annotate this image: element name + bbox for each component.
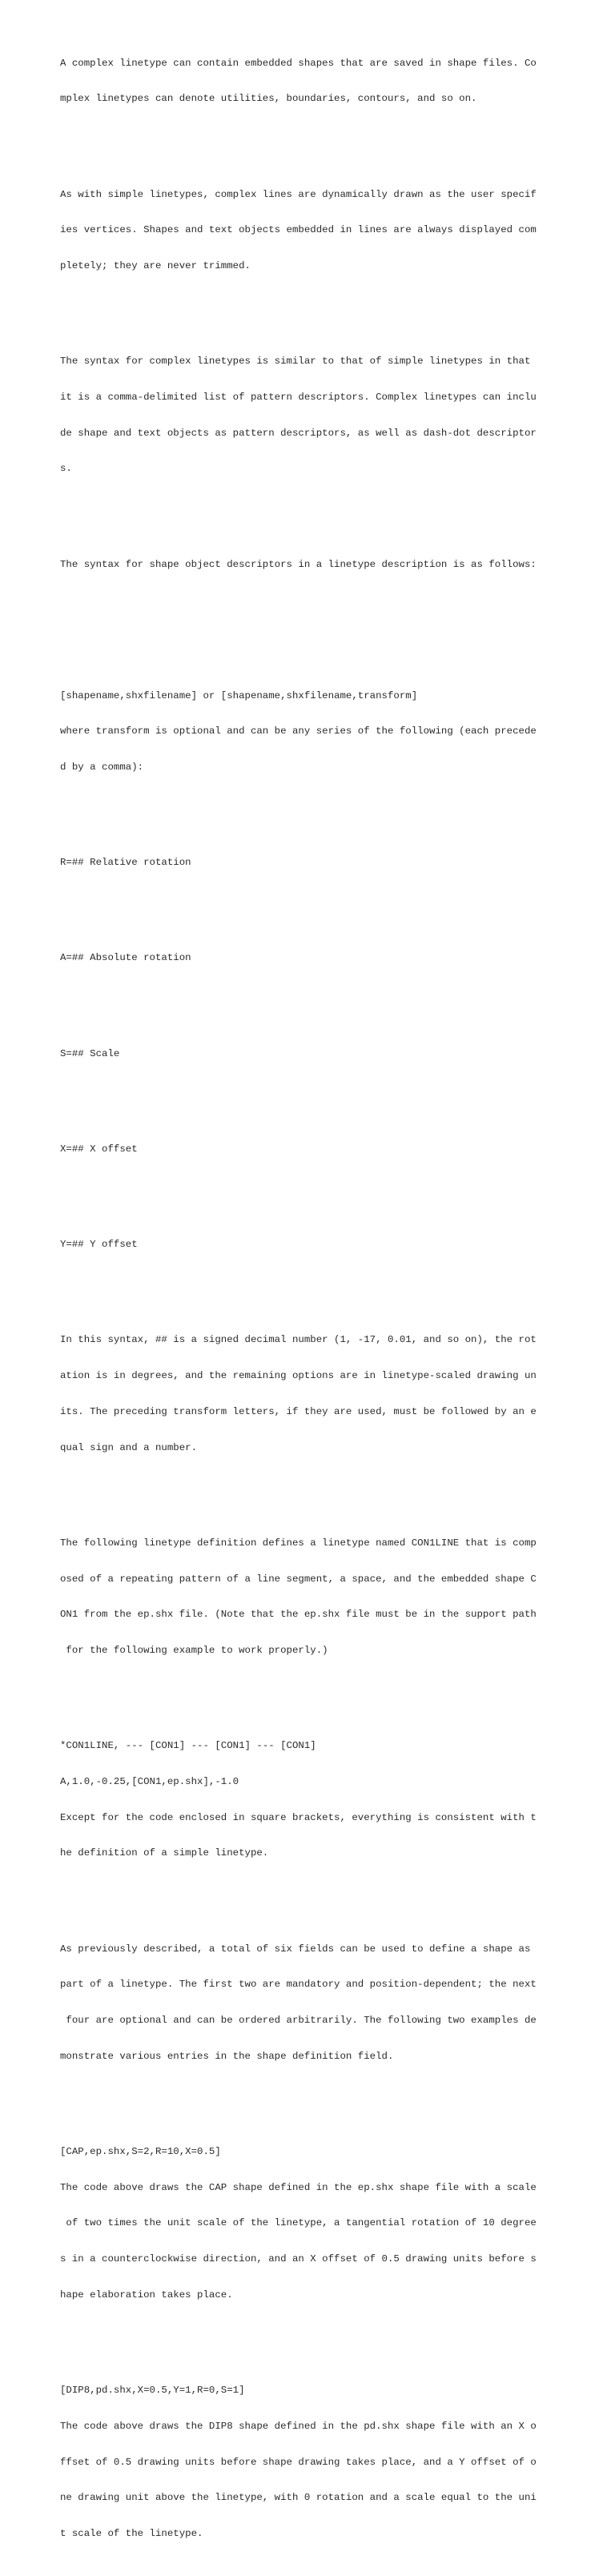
text-line: ON1 from the ep.shx file. (Note that the ep.shx file must be in the support path <box>60 1609 537 1621</box>
paragraph-shape-syntax-intro <box>60 535 549 595</box>
paragraph-shape-syntax <box>60 666 549 798</box>
text-line: de shape and text objects as pattern descriptors, as well as dash-dot descriptor <box>60 427 537 439</box>
text-line: it is a comma-delimited list of pattern descriptors. Complex linetypes can inclu <box>60 391 537 403</box>
paragraph-syntax-explanation <box>60 1311 549 1478</box>
text-line: ne drawing unit above the linetype, with 0 rotation and a scale equal to the uni <box>60 2492 537 2504</box>
transform-y-offset <box>60 1215 549 1275</box>
text-line: s in a counterclockwise direction, and an X offset of 0.5 drawing units before s <box>60 2253 537 2265</box>
text-line: of two times the unit scale of the linetype, a tangential rotation of 10 degree <box>60 2217 537 2229</box>
code-line: [CAP,ep.shx,S=2,R=10,X=0.5] <box>60 2145 221 2157</box>
text-line: qual sign and a number. <box>60 1441 198 1453</box>
text-line: As previously described, a total of six fields can be used to define a shape as <box>60 1943 531 1955</box>
paragraph-con1line-definition <box>60 1513 549 1681</box>
paragraph-cap-example <box>60 2122 549 2325</box>
text-line: A complex linetype can contain embedded shapes that are saved in shape files. Co <box>60 57 537 69</box>
text-line: where transform is optional and can be any series of the following (each precede <box>60 725 537 737</box>
text-line: for the following example to work properly.) <box>60 1644 328 1656</box>
paragraph-six-fields <box>60 1919 549 2087</box>
paragraph-intro <box>60 34 549 129</box>
code-line: [shapename,shxfilename] or [shapename,shxfilename,transform] <box>60 689 418 701</box>
text-line: d by a comma): <box>60 762 144 774</box>
text-line: The code above draws the DIP8 shape defined in the pd.shx shape file with an X o <box>60 2420 537 2432</box>
text-line: ation is in degrees, and the remaining options are in linetype-scaled drawing un <box>60 1370 537 1382</box>
text-line: s. <box>60 463 72 475</box>
text-line: The following linetype definition defines a linetype named CON1LINE that is comp <box>60 1537 537 1549</box>
code-line: [DIP8,pd.shx,X=0.5,Y=1,R=0,S=1] <box>60 2385 245 2397</box>
text-line: part of a linetype. The first two are mandatory and position-dependent; the next <box>60 1979 537 1991</box>
text-line: The syntax for shape object descriptors in a linetype description is as follows: <box>60 558 537 570</box>
text-line: As with simple linetypes, complex lines are dynamically drawn as the user specif <box>60 188 537 200</box>
document-body <box>60 10 549 2576</box>
text-line: he definition of a simple linetype. <box>60 1847 269 1859</box>
text-line: its. The preceding transform letters, if they are used, must be followed by an e <box>60 1405 537 1417</box>
text-line: The code above draws the CAP shape defined in the ep.shx shape file with a scale <box>60 2181 537 2193</box>
text-line: monstrate various entries in the shape definition field. <box>60 2050 394 2062</box>
text-line: four are optional and can be ordered arbitrarily. The following two examples de <box>60 2015 537 2027</box>
code-line: *CON1LINE, --- [CON1] --- [CON1] --- [CON1] <box>60 1740 316 1752</box>
transform-absolute-rotation <box>60 929 549 989</box>
text-line: A=## Absolute rotation <box>60 952 191 964</box>
transform-scale <box>60 1024 549 1084</box>
text-line: ffset of 0.5 drawing units before shape drawing takes place, and a Y offset of o <box>60 2456 537 2468</box>
text-line: The syntax for complex linetypes is similar to that of simple linetypes in that <box>60 356 531 368</box>
spacer <box>60 630 549 642</box>
text-line: R=## Relative rotation <box>60 857 191 869</box>
text-line: mplex linetypes can denote utilities, boundaries, contours, and so on. <box>60 93 477 105</box>
text-line: Y=## Y offset <box>60 1239 138 1251</box>
paragraph-dynamic <box>60 165 549 296</box>
text-line: S=## Scale <box>60 1047 120 1059</box>
text-line: X=## X offset <box>60 1143 138 1155</box>
paragraph-con1line-code <box>60 1716 549 1883</box>
transform-relative-rotation <box>60 833 549 893</box>
text-line: t scale of the linetype. <box>60 2527 203 2539</box>
paragraph-dip8-example <box>60 2361 549 2563</box>
text-line: ies vertices. Shapes and text objects embedded in lines are always displayed com <box>60 224 537 236</box>
text-line: osed of a repeating pattern of a line segment, a space, and the embedded shape C <box>60 1573 537 1585</box>
text-line: In this syntax, ## is a signed decimal number (1, -17, 0.01, and so on), the rot <box>60 1334 537 1346</box>
code-line: A,1.0,-0.25,[CON1,ep.shx],-1.0 <box>60 1775 239 1787</box>
text-line: Except for the code enclosed in square brackets, everything is consistent with t <box>60 1811 537 1823</box>
text-line: pletely; they are never trimmed. <box>60 260 251 272</box>
transform-x-offset <box>60 1119 549 1179</box>
text-line: hape elaboration takes place. <box>60 2289 233 2301</box>
paragraph-syntax <box>60 332 549 499</box>
